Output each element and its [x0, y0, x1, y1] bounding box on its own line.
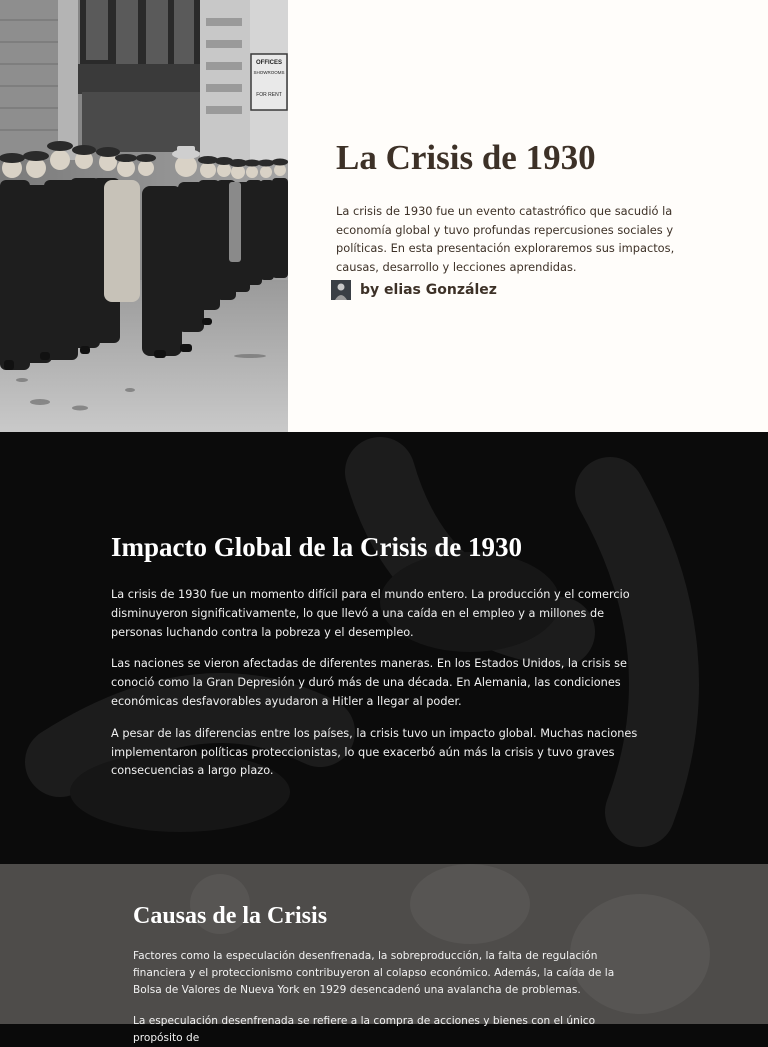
impact-slide — [0, 432, 768, 864]
presentation-description: La crisis de 1930 fue un evento catastrófico que sacudió la economía global y tuvo profundas repercusiones sociales y políticas. En esta presentación exploraremos sus impactos, causas, desarrollo y lecciones aprendidas. — [336, 204, 675, 275]
showrooms-sign: SHOWROOMS — [253, 70, 285, 75]
author-name: by elias González — [360, 282, 497, 298]
impact-paragraph: Las naciones se vieron afectadas de diferentes maneras. En los Estados Unidos, la crisis se conoció como la Gran Depresión y duró más de una década. En Alemania, las condiciones económicas desfavorables ayudaron a Hitler a llegar al poder. — [111, 657, 627, 708]
causes-content — [133, 900, 633, 1047]
for-rent-sign: FOR RENT — [256, 92, 282, 98]
impact-paragraph: A pesar de las diferencias entre los países, la crisis tuvo un impacto global. Muchas naciones implementaron políticas proteccionistas, lo que exacerbó aún más la crisis y tuvo graves consecuencias a largo plazo. — [111, 726, 638, 778]
impact-paragraph: La crisis de 1930 fue un momento difícil para el mundo entero. La producción y el comercio disminuyeron significativamente, lo que llevó a una caída en el empleo y a millones de personas luchando contra la pobreza y el desempleo. — [111, 588, 630, 639]
author-byline — [331, 280, 497, 300]
causes-paragraph: La especulación desenfrenada se refiere a la compra de acciones y bienes con el único propósito de — [133, 1014, 596, 1044]
causes-slide — [0, 864, 768, 1044]
causes-paragraph: Factores como la especulación desenfrenada, la sobreproducción, la falta de regulación financiera y el proteccionismo contribuyeron al colapso económico. Además, la caída de la Bolsa de Valores de Nueva York en 1929 desencadenó una avalancha de problemas. — [133, 950, 615, 997]
breadline-photo — [0, 0, 288, 432]
presentation-title: La Crisis de 1930 — [336, 138, 596, 177]
impact-content — [111, 530, 656, 781]
title-slide — [0, 0, 768, 432]
title-block — [336, 136, 716, 298]
causes-heading: Causas de la Crisis — [133, 903, 328, 929]
author-avatar — [331, 280, 351, 300]
offices-sign: OFFICES — [255, 60, 283, 66]
impact-heading: Impacto Global de la Crisis de 1930 — [111, 532, 523, 562]
